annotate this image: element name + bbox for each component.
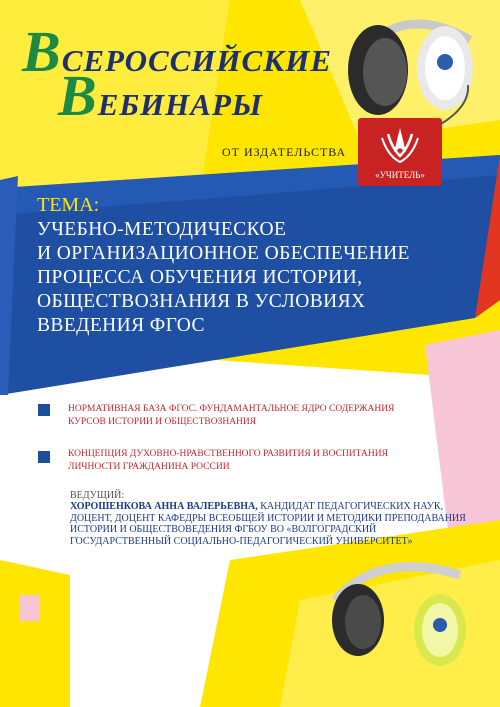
- bullet-item: НОРМАТИВНАЯ БАЗА ФГОС. ФУНДАМАНТАЛЬНОЕ ЯДРО СОДЕРЖАНИЯ КУРСОВ ИСТОРИИ И ОБЩЕСТВОЗНАНИЯ: [68, 404, 395, 427]
- title-line-2-initial: В: [58, 63, 98, 128]
- title-line-1-rest: СЕРОССИЙСКИЕ: [61, 43, 333, 78]
- book-icon: [358, 118, 442, 168]
- publisher-logo: [358, 118, 442, 186]
- host-description: КАНДИДАТ ПЕДАГОГИЧЕСКИХ НАУК, ДОЦЕНТ, ДОЦЕНТ КАФЕДРЫ ВСЕОБЩЕЙ ИСТОРИИ И МЕТОДИКИ ПРЕПОДАВАНИЯ ИСТОРИИ И ОБЩЕСТВОВЕДЕНИЯ ФГБОУ ВО «ВОЛГОГРАДСКИЙ ГОСУДАРСТВЕННЫЙ СОЦИАЛЬНО-ПЕДАГОГИЧЕСКИЙ УНИВЕРСИТЕТ»: [70, 501, 466, 547]
- topic-label: ТЕМА:: [37, 194, 100, 216]
- host-label: ВЕДУЩИЙ:: [70, 490, 125, 501]
- bullet-item: КОНЦЕПЦИЯ ДУХОВНО-НРАВСТВЕННОГО РАЗВИТИЯ И ВОСПИТАНИЯ ЛИЧНОСТИ ГРАЖДАНИНА РОССИИ: [68, 449, 388, 472]
- title-line-2-rest: ЕБИНАРЫ: [97, 87, 263, 122]
- topic-line: ПРОЦЕССА ОБУЧЕНИЯ ИСТОРИИ,: [37, 267, 363, 288]
- host-name: ХОРОШЕНКОВА АННА ВАЛЕРЬЕВНА,: [70, 501, 258, 512]
- title-line-2: [58, 62, 263, 129]
- logo-label: «УЧИТЕЛЬ»: [375, 170, 425, 180]
- title-line-1-initial: В: [22, 19, 62, 84]
- bullet-square-icon: [38, 451, 50, 463]
- host-info: [70, 501, 470, 547]
- topic-line: ОБЩЕСТВОЗНАНИЯ В УСЛОВИЯХ: [37, 291, 366, 312]
- topic-line: ВВЕДЕНИЯ ФГОС: [37, 315, 205, 336]
- topic-line: И ОРГАНИЗАЦИОННОЕ ОБЕСПЕЧЕНИЕ: [37, 243, 410, 264]
- bullet-square-icon: [38, 404, 50, 416]
- topic-line: УЧЕБНО-МЕТОДИЧЕСКОЕ: [37, 219, 287, 240]
- publisher-text: ОТ ИЗДАТЕЛЬСТВА: [222, 145, 347, 159]
